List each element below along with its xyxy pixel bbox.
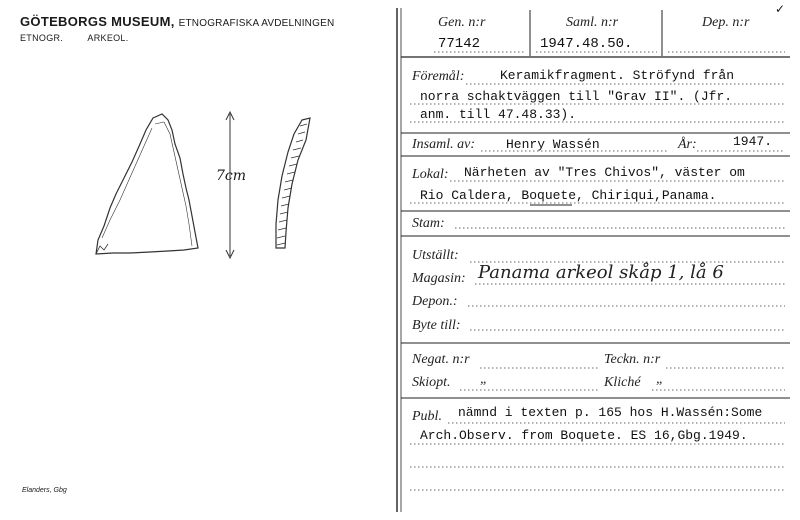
lokal-line-1: Närheten av "Tres Chivos", väster om <box>464 165 745 180</box>
lokal-line-2: Rio Caldera, Boquete, Chiriqui,Panama. <box>420 188 717 203</box>
museum-title: GÖTEBORGS MUSEUM, <box>20 14 175 29</box>
foremal-label: Föremål: <box>412 69 465 84</box>
check-mark: ✓ <box>775 2 786 16</box>
gen-label: Gen. n:r <box>438 15 486 30</box>
depon-label: Depon.: <box>412 294 458 309</box>
publ-line-1: nämnd i texten p. 165 hos H.Wassén:Some <box>458 405 763 420</box>
publ-label: Publ. <box>412 409 442 424</box>
printer-mark: Elanders, Gbg <box>22 487 67 494</box>
publ-line-2: Arch.Observ. from Boquete. ES 16,Gbg.1949. <box>420 428 748 443</box>
department-name: ETNOGRAFISKA AVDELNINGEN <box>178 18 335 29</box>
magasin-value: Panama arkeol skåp 1, lå 6 <box>478 262 724 283</box>
gen-value: 77142 <box>438 36 481 52</box>
section-arkeol: ARKEOL. <box>87 33 129 43</box>
magasin-label: Magasin: <box>412 271 466 286</box>
scale-label: 7cm <box>216 168 247 184</box>
insaml-value: Henry Wassén <box>506 137 600 152</box>
lokal-label: Lokal: <box>412 167 449 182</box>
skiopt-label: Skiopt. <box>412 375 451 390</box>
ar-label: År: <box>678 137 697 152</box>
saml-label: Saml. n:r <box>566 15 619 30</box>
section-etnogr: ETNOGR. <box>20 33 64 43</box>
foremal-line-3: anm. till 47.48.33). <box>420 107 577 122</box>
utstallt-label: Utställt: <box>412 248 459 263</box>
stam-label: Stam: <box>412 216 445 231</box>
teckn-label: Teckn. n:r <box>604 352 661 367</box>
foremal-line-2: norra schaktväggen till "Grav II". (Jfr. <box>420 89 733 104</box>
saml-value: 1947.48.50. <box>540 36 633 52</box>
insaml-label: Insaml. av: <box>412 137 475 152</box>
foremal-line-1: Keramikfragment. Ströfynd från <box>500 68 735 83</box>
kliche-label: Kliché <box>604 375 641 390</box>
skiopt-ditto: „ <box>480 372 488 387</box>
ar-value: 1947. <box>733 134 773 149</box>
kliche-ditto: „ <box>656 372 664 387</box>
byte-label: Byte till: <box>412 318 461 333</box>
dep-label: Dep. n:r <box>702 15 750 30</box>
negat-label: Negat. n:r <box>412 352 470 367</box>
